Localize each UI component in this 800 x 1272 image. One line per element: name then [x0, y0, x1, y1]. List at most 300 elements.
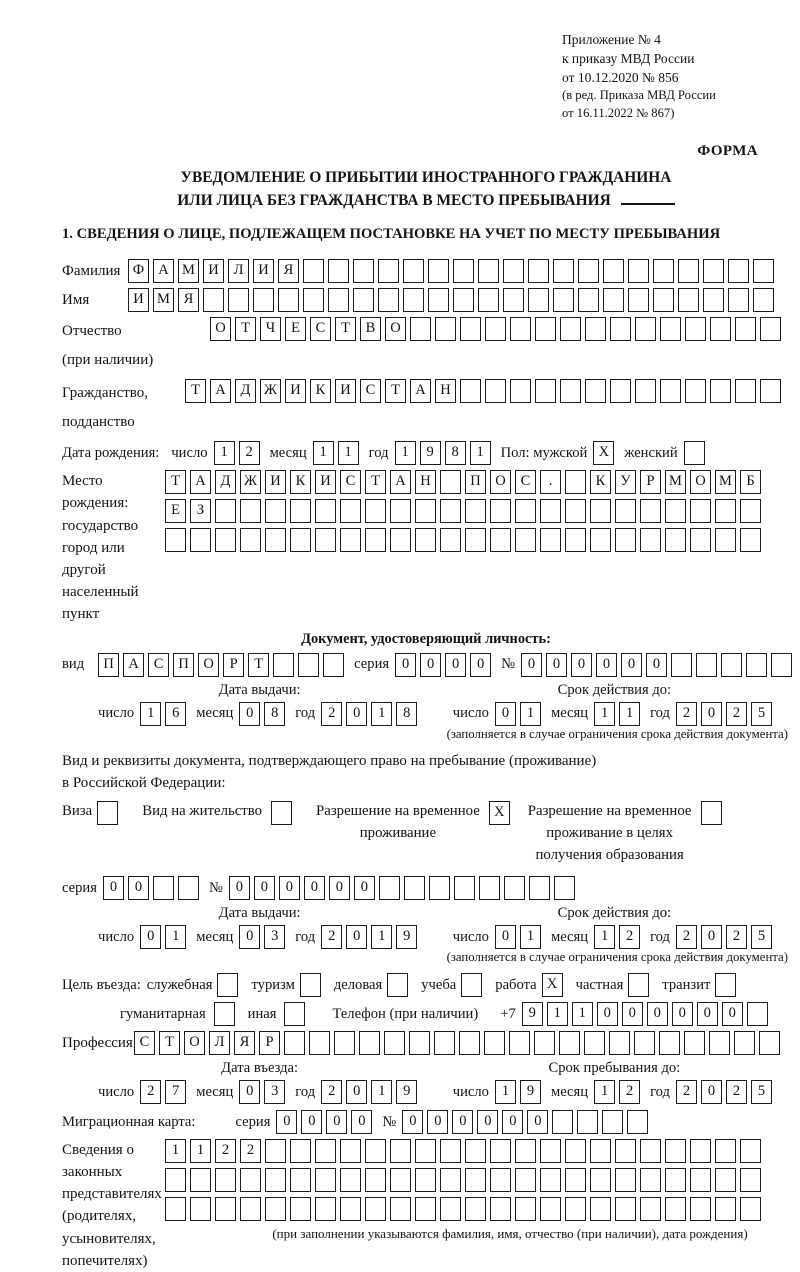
cell[interactable]: [428, 288, 449, 312]
cell[interactable]: [715, 1197, 736, 1221]
cell[interactable]: 0: [546, 653, 567, 677]
cell[interactable]: [602, 1110, 623, 1134]
cell[interactable]: [678, 288, 699, 312]
residence-issue-year-cells[interactable]: [321, 925, 421, 949]
cell[interactable]: [240, 499, 261, 523]
cell[interactable]: [721, 653, 742, 677]
cell[interactable]: [760, 317, 781, 341]
cell[interactable]: 0: [495, 702, 516, 726]
cell[interactable]: [747, 1002, 768, 1026]
migration-series-cells[interactable]: [276, 1110, 376, 1134]
cell[interactable]: 0: [402, 1110, 423, 1134]
cell[interactable]: [534, 1031, 555, 1055]
cell[interactable]: [323, 653, 344, 677]
cell[interactable]: 0: [276, 1110, 297, 1134]
cell[interactable]: 1: [395, 441, 416, 465]
cell[interactable]: [490, 499, 511, 523]
cell[interactable]: [735, 317, 756, 341]
cell[interactable]: 0: [701, 925, 722, 949]
cell[interactable]: 0: [527, 1110, 548, 1134]
cell[interactable]: [565, 1197, 586, 1221]
cell[interactable]: 0: [103, 876, 124, 900]
cell[interactable]: 9: [520, 1080, 541, 1104]
cell[interactable]: К: [590, 470, 611, 494]
cell[interactable]: [415, 1168, 436, 1192]
cell[interactable]: Я: [234, 1031, 255, 1055]
cell[interactable]: 5: [751, 1080, 772, 1104]
cell[interactable]: 0: [239, 925, 260, 949]
cell[interactable]: И: [285, 379, 306, 403]
doc-valid-day-cells[interactable]: [495, 702, 545, 726]
cell[interactable]: 1: [619, 702, 640, 726]
cell[interactable]: .: [540, 470, 561, 494]
cell[interactable]: [640, 1139, 661, 1163]
cell[interactable]: 0: [701, 702, 722, 726]
cell[interactable]: [298, 653, 319, 677]
cell[interactable]: С: [515, 470, 536, 494]
cell[interactable]: [290, 1139, 311, 1163]
cell[interactable]: [465, 1168, 486, 1192]
cell[interactable]: [584, 1031, 605, 1055]
cell[interactable]: [590, 499, 611, 523]
cell[interactable]: С: [134, 1031, 155, 1055]
cell[interactable]: [490, 1139, 511, 1163]
cell[interactable]: 0: [477, 1110, 498, 1134]
cell[interactable]: [540, 528, 561, 552]
cell[interactable]: [577, 1110, 598, 1134]
cell[interactable]: 0: [395, 653, 416, 677]
cell[interactable]: М: [153, 288, 174, 312]
cell[interactable]: [97, 801, 118, 825]
cell[interactable]: [440, 1168, 461, 1192]
cell[interactable]: Н: [435, 379, 456, 403]
cell[interactable]: И: [253, 259, 274, 283]
cell[interactable]: [328, 259, 349, 283]
cell[interactable]: [303, 288, 324, 312]
cell[interactable]: 0: [128, 876, 149, 900]
cell[interactable]: [265, 1197, 286, 1221]
cell[interactable]: [565, 1139, 586, 1163]
cell[interactable]: 1: [338, 441, 359, 465]
cell[interactable]: 0: [571, 653, 592, 677]
cell[interactable]: [461, 973, 482, 997]
cell[interactable]: 9: [420, 441, 441, 465]
residence-valid-day-cells[interactable]: [495, 925, 545, 949]
cell[interactable]: [665, 1197, 686, 1221]
cell[interactable]: [653, 259, 674, 283]
cell[interactable]: [603, 288, 624, 312]
cell[interactable]: [740, 1168, 761, 1192]
cell[interactable]: 0: [304, 876, 325, 900]
cell[interactable]: 2: [726, 702, 747, 726]
cell[interactable]: [409, 1031, 430, 1055]
cell[interactable]: [390, 1168, 411, 1192]
cell[interactable]: [734, 1031, 755, 1055]
cell[interactable]: [560, 379, 581, 403]
cell[interactable]: [387, 973, 408, 997]
cell[interactable]: 1: [140, 702, 161, 726]
cell[interactable]: Р: [640, 470, 661, 494]
cell[interactable]: 0: [521, 653, 542, 677]
cell[interactable]: 0: [427, 1110, 448, 1134]
cell[interactable]: [740, 1197, 761, 1221]
doc-issue-year-cells[interactable]: [321, 702, 421, 726]
cell[interactable]: [510, 379, 531, 403]
cell[interactable]: [403, 259, 424, 283]
cell[interactable]: 0: [647, 1002, 668, 1026]
cell[interactable]: [678, 259, 699, 283]
birthplace-row-1[interactable]: [165, 470, 765, 494]
cell[interactable]: [271, 801, 292, 825]
cell[interactable]: [560, 317, 581, 341]
cell[interactable]: [465, 1139, 486, 1163]
cell[interactable]: [528, 259, 549, 283]
cell[interactable]: 2: [726, 1080, 747, 1104]
cell[interactable]: [278, 288, 299, 312]
cell[interactable]: Т: [159, 1031, 180, 1055]
cell[interactable]: [315, 1197, 336, 1221]
cell[interactable]: [578, 259, 599, 283]
cell[interactable]: [554, 876, 575, 900]
cell[interactable]: П: [465, 470, 486, 494]
cell[interactable]: [535, 317, 556, 341]
cell[interactable]: [440, 499, 461, 523]
cell[interactable]: [465, 1197, 486, 1221]
cell[interactable]: 1: [547, 1002, 568, 1026]
cell[interactable]: [379, 876, 400, 900]
purpose-study-checkbox[interactable]: [461, 973, 486, 997]
doc-valid-year-cells[interactable]: [676, 702, 776, 726]
purpose-private-checkbox[interactable]: [628, 973, 653, 997]
cell[interactable]: [490, 528, 511, 552]
cell[interactable]: 2: [676, 1080, 697, 1104]
cell[interactable]: [315, 1168, 336, 1192]
entry-year-cells[interactable]: [321, 1080, 421, 1104]
cell[interactable]: [484, 1031, 505, 1055]
residence-number-cells[interactable]: [229, 876, 579, 900]
cell[interactable]: 0: [621, 653, 642, 677]
representatives-row-3[interactable]: [165, 1197, 765, 1221]
cell[interactable]: 0: [701, 1080, 722, 1104]
cell[interactable]: [703, 259, 724, 283]
residence-valid-year-cells[interactable]: [676, 925, 776, 949]
cell[interactable]: [540, 1168, 561, 1192]
cell[interactable]: [253, 288, 274, 312]
cell[interactable]: X: [593, 441, 614, 465]
purpose-other-checkbox[interactable]: [284, 1002, 309, 1026]
cell[interactable]: 1: [572, 1002, 593, 1026]
patronymic-cells[interactable]: [210, 317, 785, 341]
entry-day-cells[interactable]: [140, 1080, 190, 1104]
residence-issue-month-cells[interactable]: [239, 925, 289, 949]
cell[interactable]: [315, 499, 336, 523]
cell[interactable]: [660, 317, 681, 341]
temp-residence-checkbox[interactable]: [489, 801, 514, 825]
cell[interactable]: [378, 288, 399, 312]
cell[interactable]: [565, 528, 586, 552]
purpose-transit-checkbox[interactable]: [715, 973, 740, 997]
cell[interactable]: [665, 499, 686, 523]
cell[interactable]: К: [310, 379, 331, 403]
cell[interactable]: 0: [346, 1080, 367, 1104]
cell[interactable]: С: [310, 317, 331, 341]
purpose-humanitarian-checkbox[interactable]: [214, 1002, 239, 1026]
cell[interactable]: 2: [140, 1080, 161, 1104]
cell[interactable]: [628, 973, 649, 997]
cell[interactable]: [515, 528, 536, 552]
cell[interactable]: [390, 1139, 411, 1163]
cell[interactable]: З: [190, 499, 211, 523]
representatives-row-1[interactable]: [165, 1139, 765, 1163]
cell[interactable]: [190, 528, 211, 552]
cell[interactable]: [215, 1168, 236, 1192]
cell[interactable]: Д: [235, 379, 256, 403]
cell[interactable]: И: [335, 379, 356, 403]
cell[interactable]: 0: [239, 702, 260, 726]
cell[interactable]: И: [128, 288, 149, 312]
sex-male-checkbox[interactable]: [593, 441, 618, 465]
cell[interactable]: [165, 528, 186, 552]
stay-month-cells[interactable]: [594, 1080, 644, 1104]
cell[interactable]: [509, 1031, 530, 1055]
cell[interactable]: 0: [597, 1002, 618, 1026]
cell[interactable]: [503, 288, 524, 312]
cell[interactable]: [459, 1031, 480, 1055]
cell[interactable]: [715, 973, 736, 997]
cell[interactable]: [628, 259, 649, 283]
cell[interactable]: 0: [346, 702, 367, 726]
cell[interactable]: [515, 499, 536, 523]
cell[interactable]: [359, 1031, 380, 1055]
cell[interactable]: 9: [396, 1080, 417, 1104]
cell[interactable]: 0: [596, 653, 617, 677]
stay-year-cells[interactable]: [676, 1080, 776, 1104]
cell[interactable]: А: [390, 470, 411, 494]
cell[interactable]: 0: [672, 1002, 693, 1026]
cell[interactable]: [701, 801, 722, 825]
cell[interactable]: Р: [259, 1031, 280, 1055]
cell[interactable]: [428, 259, 449, 283]
birth-year-cells[interactable]: [395, 441, 495, 465]
cell[interactable]: [284, 1031, 305, 1055]
purpose-business-checkbox[interactable]: [217, 973, 242, 997]
cell[interactable]: 0: [502, 1110, 523, 1134]
cell[interactable]: [552, 1110, 573, 1134]
cell[interactable]: [665, 528, 686, 552]
cell[interactable]: [640, 499, 661, 523]
cell[interactable]: 1: [495, 1080, 516, 1104]
cell[interactable]: [340, 528, 361, 552]
cell[interactable]: [365, 1139, 386, 1163]
cell[interactable]: Т: [335, 317, 356, 341]
cell[interactable]: П: [173, 653, 194, 677]
cell[interactable]: [315, 528, 336, 552]
cell[interactable]: 0: [452, 1110, 473, 1134]
cell[interactable]: [640, 1168, 661, 1192]
cell[interactable]: П: [98, 653, 119, 677]
cell[interactable]: X: [542, 973, 563, 997]
cell[interactable]: 1: [214, 441, 235, 465]
cell[interactable]: [684, 441, 705, 465]
cell[interactable]: [553, 288, 574, 312]
cell[interactable]: [404, 876, 425, 900]
cell[interactable]: [590, 528, 611, 552]
cell[interactable]: [610, 317, 631, 341]
cell[interactable]: С: [148, 653, 169, 677]
cell[interactable]: [540, 499, 561, 523]
cell[interactable]: [553, 259, 574, 283]
cell[interactable]: [265, 528, 286, 552]
cell[interactable]: [615, 1168, 636, 1192]
cell[interactable]: [340, 1168, 361, 1192]
cell[interactable]: [665, 1168, 686, 1192]
cell[interactable]: [203, 288, 224, 312]
cell[interactable]: [715, 1168, 736, 1192]
cell[interactable]: 0: [329, 876, 350, 900]
cell[interactable]: [710, 379, 731, 403]
cell[interactable]: [300, 973, 321, 997]
cell[interactable]: 2: [676, 925, 697, 949]
cell[interactable]: [634, 1031, 655, 1055]
cell[interactable]: [453, 288, 474, 312]
cell[interactable]: [178, 876, 199, 900]
cell[interactable]: [671, 653, 692, 677]
cell[interactable]: И: [265, 470, 286, 494]
cell[interactable]: [215, 528, 236, 552]
cell[interactable]: 1: [313, 441, 334, 465]
cell[interactable]: [460, 317, 481, 341]
cell[interactable]: [214, 1002, 235, 1026]
cell[interactable]: [540, 1197, 561, 1221]
cell[interactable]: [265, 1168, 286, 1192]
firstname-cells[interactable]: [128, 288, 778, 312]
cell[interactable]: Ж: [260, 379, 281, 403]
birthplace-row-2[interactable]: [165, 499, 765, 523]
cell[interactable]: [190, 1168, 211, 1192]
cell[interactable]: [540, 1139, 561, 1163]
cell[interactable]: 0: [351, 1110, 372, 1134]
cell[interactable]: [578, 288, 599, 312]
cell[interactable]: 8: [445, 441, 466, 465]
birth-day-cells[interactable]: [214, 441, 264, 465]
cell[interactable]: [415, 1139, 436, 1163]
cell[interactable]: [684, 1031, 705, 1055]
cell[interactable]: 8: [264, 702, 285, 726]
cell[interactable]: А: [210, 379, 231, 403]
cell[interactable]: [165, 1168, 186, 1192]
cell[interactable]: [434, 1031, 455, 1055]
cell[interactable]: [615, 1139, 636, 1163]
cell[interactable]: [659, 1031, 680, 1055]
cell[interactable]: 9: [396, 925, 417, 949]
cell[interactable]: [390, 499, 411, 523]
cell[interactable]: 2: [240, 1139, 261, 1163]
cell[interactable]: [478, 259, 499, 283]
cell[interactable]: Н: [415, 470, 436, 494]
cell[interactable]: 9: [522, 1002, 543, 1026]
cell[interactable]: [315, 1139, 336, 1163]
cell[interactable]: 2: [676, 702, 697, 726]
cell[interactable]: Л: [228, 259, 249, 283]
doc-issue-day-cells[interactable]: [140, 702, 190, 726]
cell[interactable]: [685, 317, 706, 341]
cell[interactable]: 7: [165, 1080, 186, 1104]
cell[interactable]: Д: [215, 470, 236, 494]
cell[interactable]: 2: [321, 925, 342, 949]
doc-number-cells[interactable]: [521, 653, 796, 677]
cell[interactable]: 2: [726, 925, 747, 949]
cell[interactable]: Е: [165, 499, 186, 523]
cell[interactable]: Ж: [240, 470, 261, 494]
visa-checkbox[interactable]: [97, 801, 122, 825]
cell[interactable]: [515, 1139, 536, 1163]
cell[interactable]: [490, 1197, 511, 1221]
cell[interactable]: [615, 528, 636, 552]
cell[interactable]: [460, 379, 481, 403]
cell[interactable]: [753, 288, 774, 312]
cell[interactable]: [365, 1168, 386, 1192]
cell[interactable]: Р: [223, 653, 244, 677]
cell[interactable]: [290, 1197, 311, 1221]
doc-series-cells[interactable]: [395, 653, 495, 677]
cell[interactable]: 5: [751, 702, 772, 726]
cell[interactable]: [565, 470, 586, 494]
cell[interactable]: 1: [371, 925, 392, 949]
cell[interactable]: 8: [396, 702, 417, 726]
birthplace-row-3[interactable]: [165, 528, 765, 552]
cell[interactable]: [340, 499, 361, 523]
temp-residence-education-checkbox[interactable]: [701, 801, 726, 825]
cell[interactable]: [603, 259, 624, 283]
cell[interactable]: [153, 876, 174, 900]
cell[interactable]: О: [385, 317, 406, 341]
cell[interactable]: Л: [209, 1031, 230, 1055]
cell[interactable]: [590, 1168, 611, 1192]
cell[interactable]: [465, 499, 486, 523]
cell[interactable]: [515, 1197, 536, 1221]
cell[interactable]: [760, 379, 781, 403]
cell[interactable]: 3: [264, 1080, 285, 1104]
cell[interactable]: [453, 259, 474, 283]
cell[interactable]: [273, 653, 294, 677]
cell[interactable]: [653, 288, 674, 312]
cell[interactable]: [528, 288, 549, 312]
cell[interactable]: Я: [178, 288, 199, 312]
cell[interactable]: [715, 499, 736, 523]
cell[interactable]: 0: [301, 1110, 322, 1134]
cell[interactable]: [490, 1168, 511, 1192]
cell[interactable]: 3: [264, 925, 285, 949]
cell[interactable]: [240, 528, 261, 552]
cell[interactable]: Ф: [128, 259, 149, 283]
cell[interactable]: [585, 317, 606, 341]
cell[interactable]: А: [410, 379, 431, 403]
cell[interactable]: 6: [165, 702, 186, 726]
cell[interactable]: [340, 1197, 361, 1221]
cell[interactable]: 1: [371, 1080, 392, 1104]
cell[interactable]: [284, 1002, 305, 1026]
cell[interactable]: Е: [285, 317, 306, 341]
cell[interactable]: [365, 499, 386, 523]
cell[interactable]: [504, 876, 525, 900]
phone-cells[interactable]: [522, 1002, 772, 1026]
cell[interactable]: [378, 259, 399, 283]
cell[interactable]: [309, 1031, 330, 1055]
cell[interactable]: [690, 1197, 711, 1221]
cell[interactable]: 0: [254, 876, 275, 900]
cell[interactable]: [565, 499, 586, 523]
cell[interactable]: С: [340, 470, 361, 494]
